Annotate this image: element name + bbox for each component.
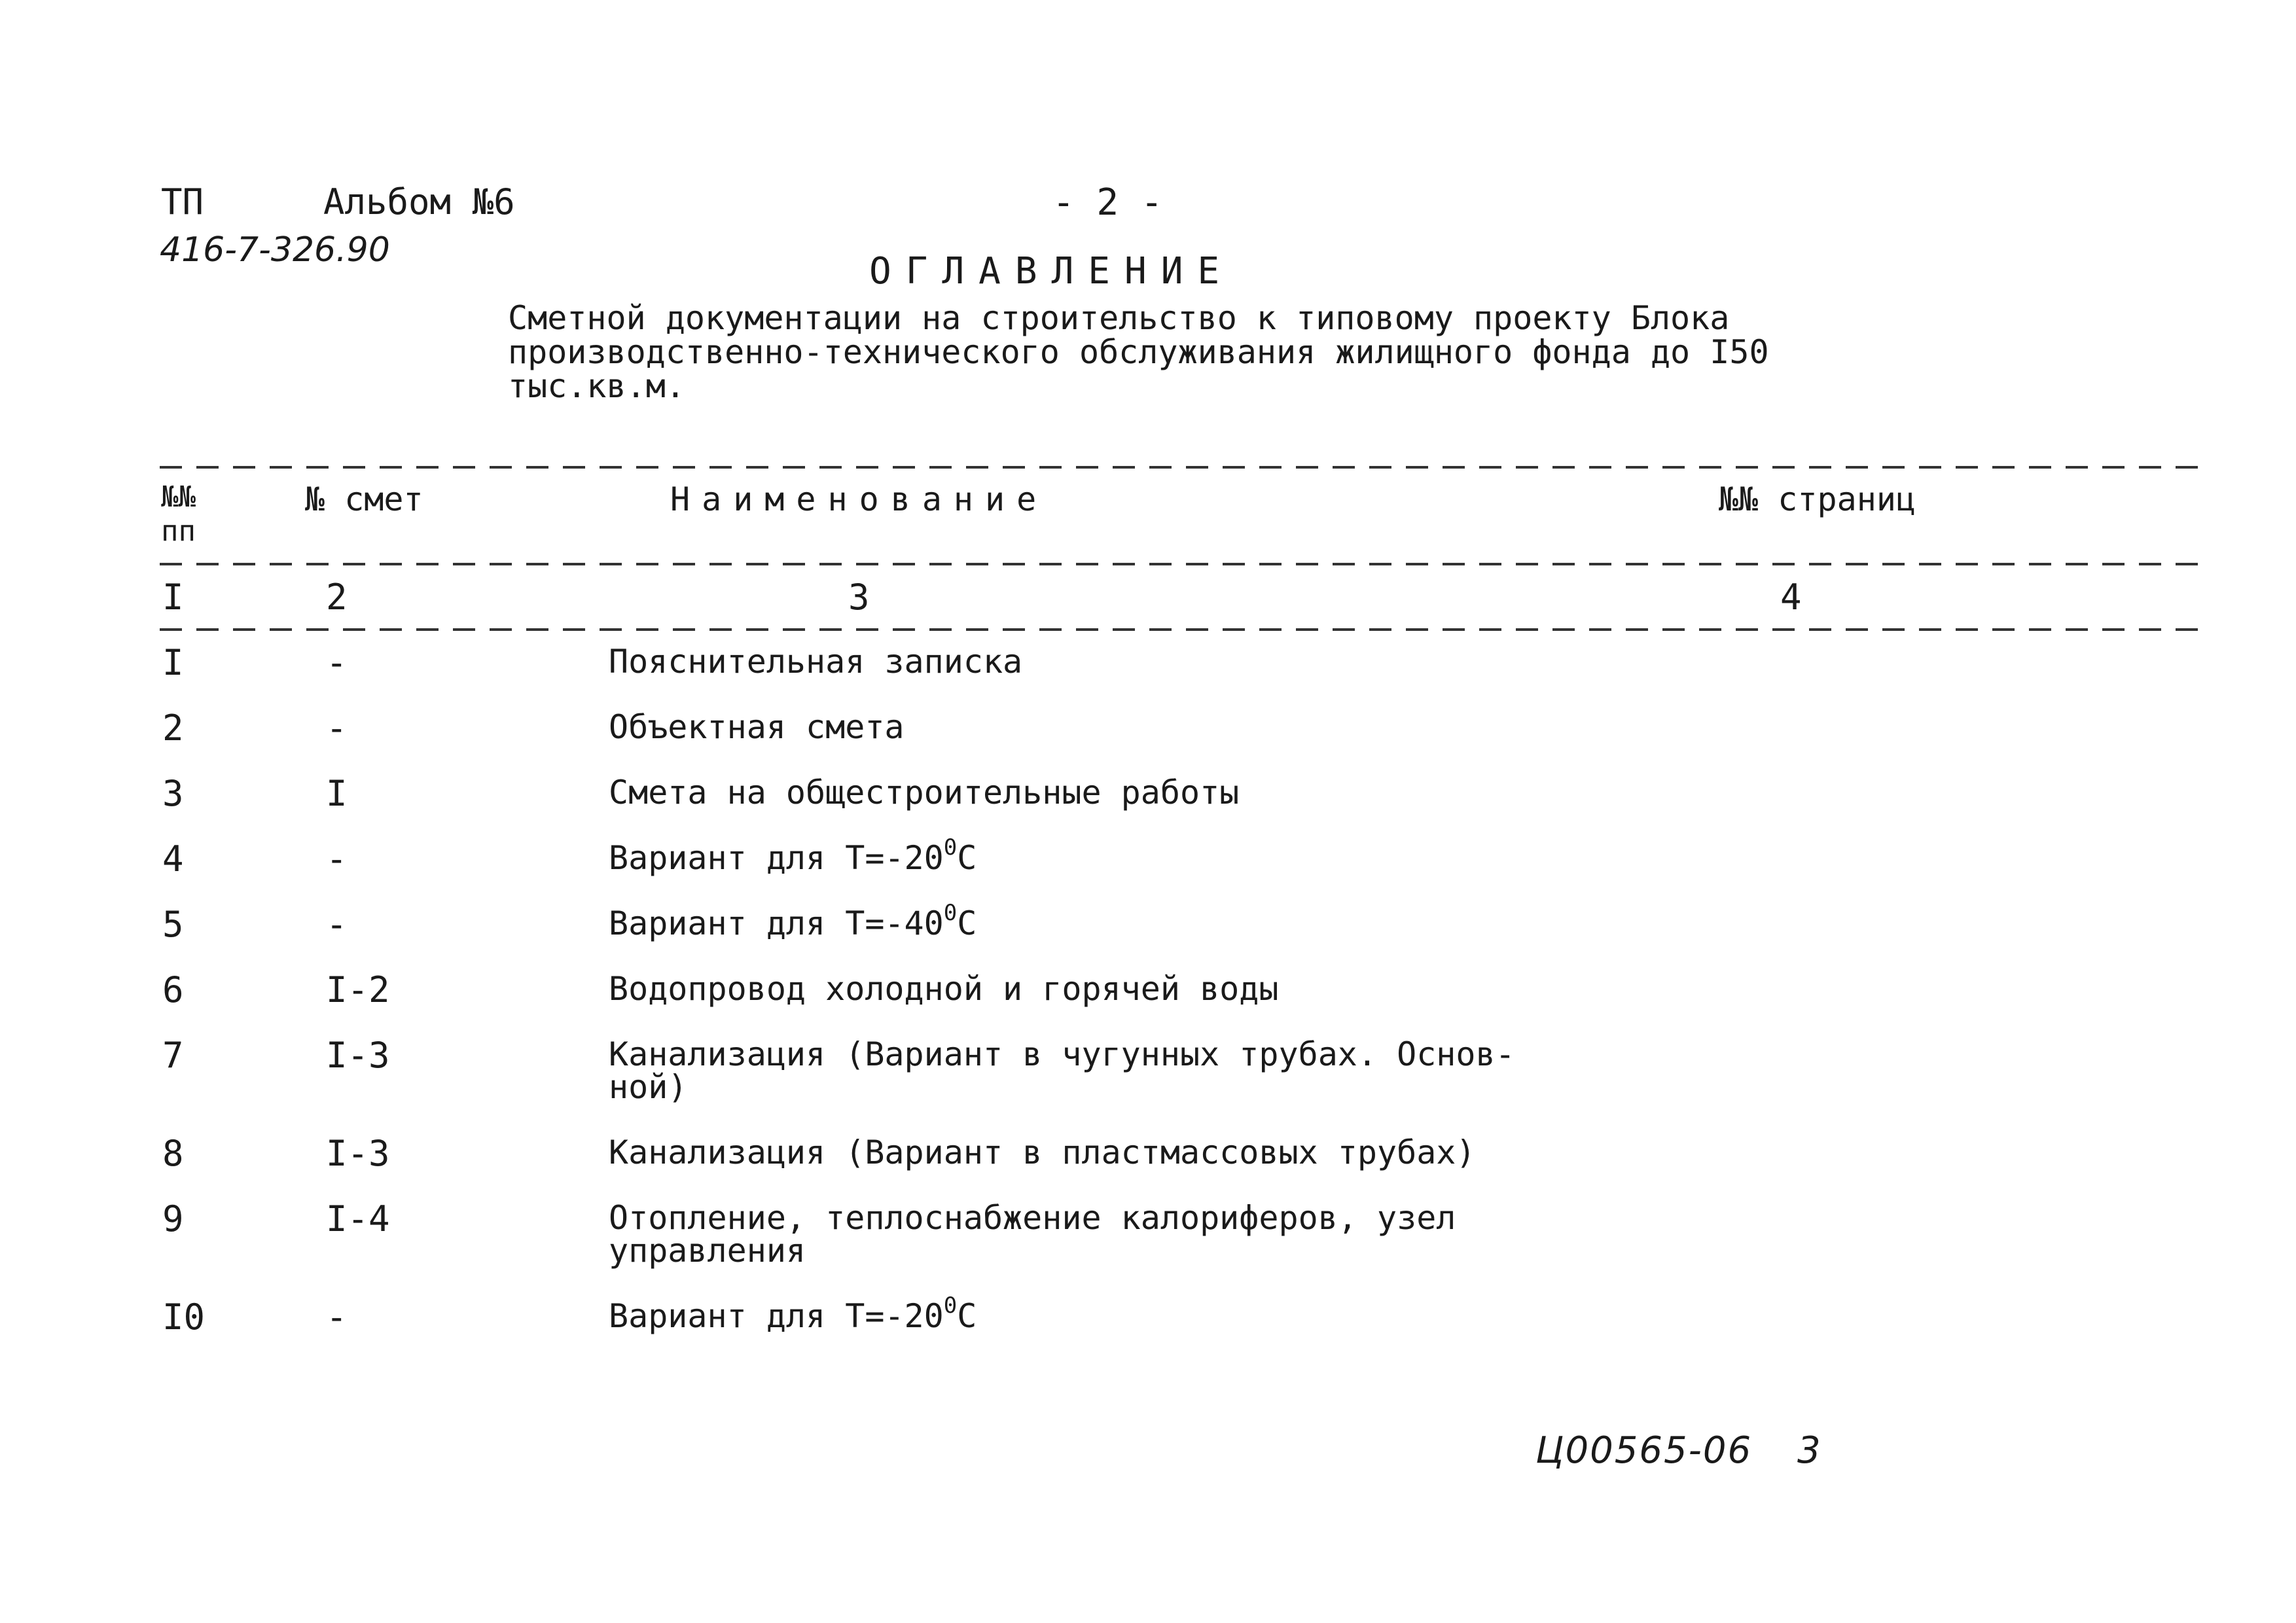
row-smeta: - (326, 707, 348, 749)
row-num: 7 (162, 1035, 184, 1076)
row-smeta: I-2 (326, 969, 390, 1010)
row-num: 8 (162, 1133, 184, 1174)
header-col-num: №№ (161, 480, 196, 514)
col-number-1: I (162, 577, 184, 618)
row-name-unit: С (957, 1297, 977, 1335)
row-name: Отопление, теплоснабжение калориферов, узел управления (609, 1199, 1456, 1270)
row-smeta: I-3 (326, 1133, 390, 1174)
row-num: 9 (162, 1198, 184, 1240)
col-number-3: 3 (848, 577, 870, 618)
column-numbers-rule (160, 628, 2208, 631)
header-col-num-pp: пп (161, 514, 196, 548)
row-num: 5 (162, 904, 184, 945)
row-smeta: - (326, 642, 348, 683)
row-name (609, 900, 977, 942)
row-name: Пояснительная записка (609, 643, 1023, 681)
document-title: ОГЛАВЛЕНИЕ (869, 250, 1234, 293)
header-col-pages: №№ страниц (1719, 480, 1916, 518)
header-bottom-rule (160, 563, 2208, 565)
row-name (609, 834, 977, 877)
project-code: 416-7-326.90 (160, 230, 390, 270)
degree-sup: 0 (943, 834, 958, 861)
row-num: 4 (162, 838, 184, 880)
header-col-name: Наименование (670, 480, 1049, 518)
table-top-rule (160, 466, 2208, 469)
document-subtitle: Сметной документации на строительство к типовому проекту Блока производственно-технического обслуживания жилищного фонда до I50 тыс.кв.м. (508, 299, 1769, 405)
row-num: 2 (162, 707, 184, 749)
row-smeta: I (326, 773, 348, 814)
degree-sup: 0 (943, 1293, 958, 1319)
row-name-unit: С (957, 904, 977, 942)
row-name: Канализация (Вариант в чугунных трубах. Основ- ной) (609, 1035, 1515, 1106)
row-smeta: I-4 (326, 1198, 390, 1240)
archive-stamp: Ц00565-06 (1535, 1429, 1753, 1472)
row-name-text: Вариант для Т=-20 (609, 839, 944, 877)
row-smeta: - (326, 904, 348, 945)
row-name-text: Вариант для Т=-40 (609, 904, 944, 942)
row-smeta: - (326, 1296, 348, 1338)
col-number-2: 2 (326, 577, 348, 618)
header-col-smeta: № смет (305, 480, 423, 518)
sheet-number: 3 (1797, 1429, 1822, 1472)
row-name: Объектная смета (609, 708, 905, 746)
row-name: Смета на общестроительные работы (609, 774, 1240, 812)
row-num: 3 (162, 773, 184, 814)
degree-sup: 0 (943, 900, 958, 926)
album-label: Альбом №6 (323, 181, 515, 223)
tp-label: ТП (161, 181, 204, 223)
row-name-unit: С (957, 839, 977, 877)
col-number-4: 4 (1780, 577, 1802, 618)
row-name-text: Вариант для Т=-20 (609, 1297, 944, 1335)
row-name: Канализация (Вариант в пластмассовых трубах) (609, 1133, 1476, 1171)
row-name: Водопровод холодной и горячей воды (609, 970, 1279, 1008)
row-num: I (162, 642, 184, 683)
row-name (609, 1293, 977, 1335)
page-number: - 2 - (1052, 181, 1163, 224)
row-num: 6 (162, 969, 184, 1010)
row-smeta: I-3 (326, 1035, 390, 1076)
row-smeta: - (326, 838, 348, 880)
row-num: I0 (162, 1296, 206, 1338)
